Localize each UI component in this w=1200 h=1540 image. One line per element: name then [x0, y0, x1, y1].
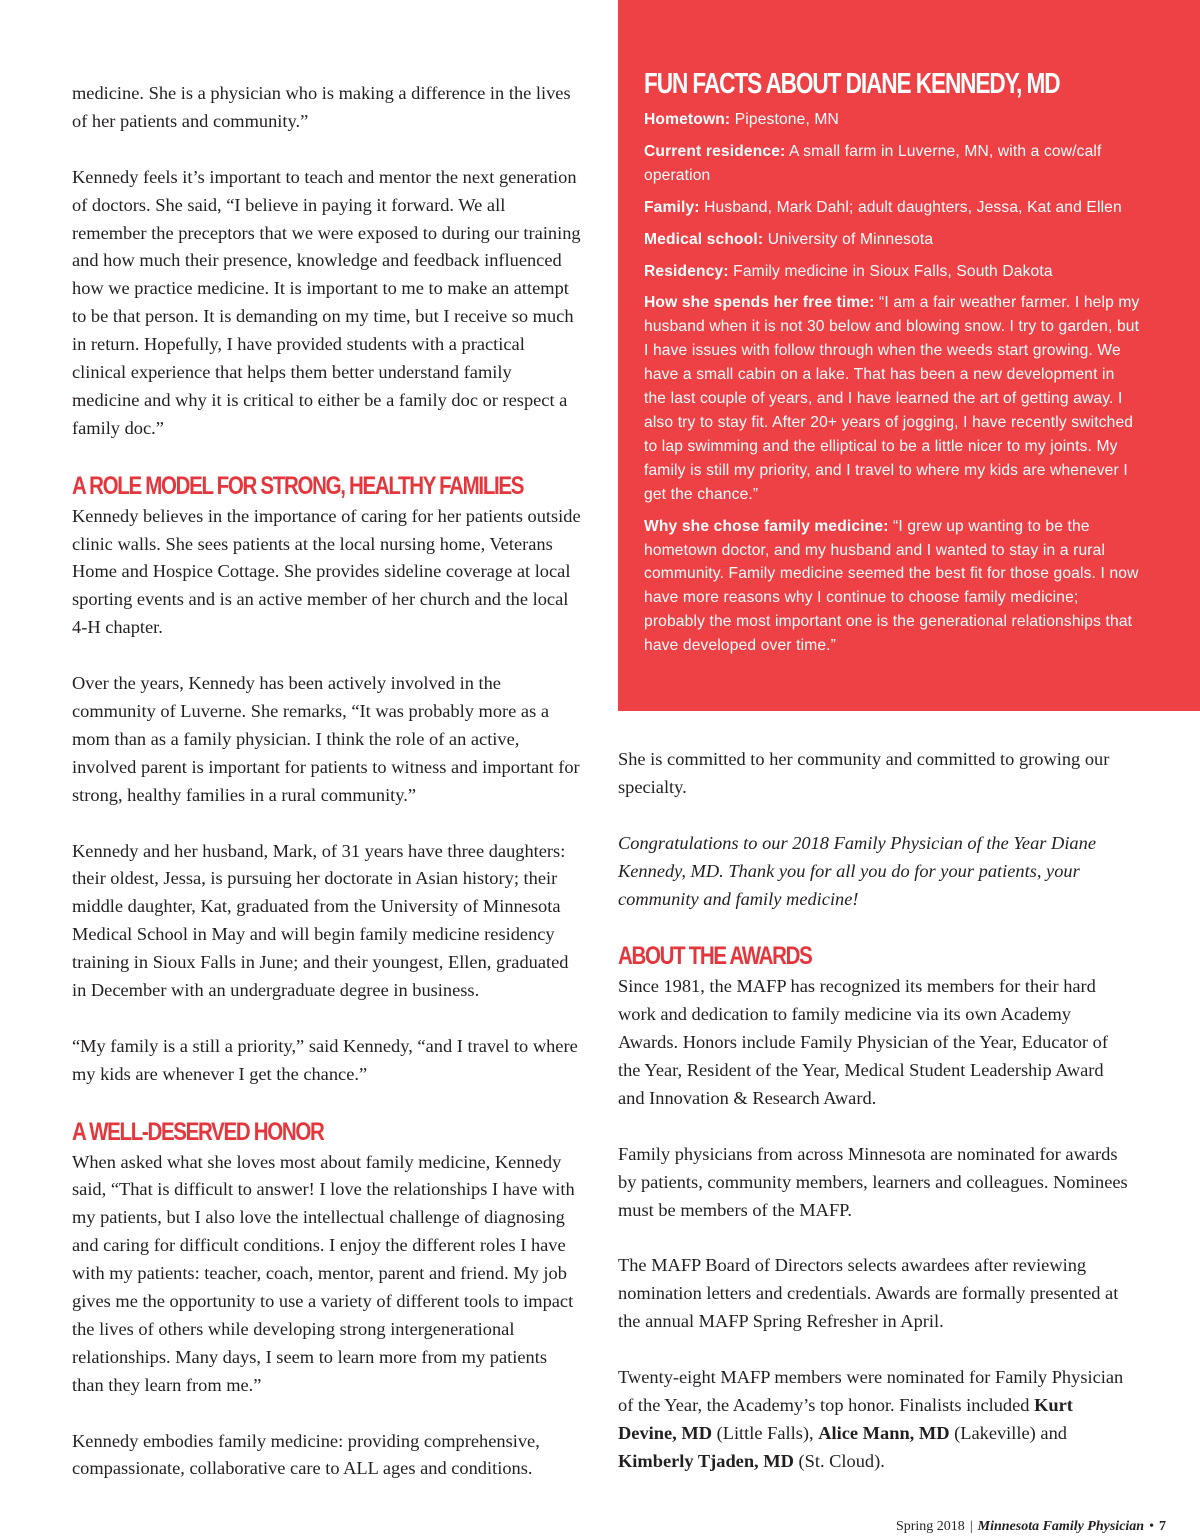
article-paragraph: Kennedy embodies family medicine: providing comprehensive, compassionate, collaborative care to ALL ages and conditions. [72, 1430, 540, 1479]
fun-fact-text: “I am a fair weather farmer. I help my husband when it is not 30 below and blowing snow. I try to garden, but I have issues with follow through when the weeds start growing. We have a small cabin on a lake. That has been a new development in the last couple of years, and I have learned the art of getting away. I also try to stay fit. After 20+ years of jogging, I have recently switched to lap swimming and the elliptical to be a little nicer to my joints. My family is still my priority, and I travel to where my kids are whenever I get the chance.” [644, 294, 1140, 503]
fun-fact-text: A small farm in Luverne, MN, with a cow/calf operation [644, 142, 1102, 184]
congratulations-paragraph: Congratulations to our 2018 Family Physician of the Year Diane Kennedy, MD. Thank you for all you do for your patients, your community and family medicine! [618, 832, 1096, 909]
publication-name: Minnesota Family Physician [977, 1519, 1145, 1534]
article-paragraph: Kennedy and her husband, Mark, of 31 years have three daughters: their oldest, Jessa, is pursuing her doctorate in Asian history; their middle daughter, Kat, graduated from the University of Minnesota Medical School in May and will begin family medicine residency training in Sioux Falls in June; and their youngest, Ellen, graduated in December with an undergraduate degree in business. [72, 840, 569, 1001]
fun-fact-label: Family: [644, 198, 700, 216]
article-paragraph: She is committed to her community and committed to growing our specialty. [618, 749, 1110, 797]
section-heading-awards: ABOUT THE AWARDS [618, 942, 812, 971]
left-column [72, 80, 582, 1483]
fun-facts-title: FUN FACTS ABOUT DIANE KENNEDY, MD [644, 68, 1060, 100]
article-paragraph: “My family is a still a priority,” said Kennedy, “and I travel to where my kids are whenever I get the chance.” [72, 1035, 578, 1084]
finalist-name: Kimberly Tjaden, MD [618, 1450, 794, 1471]
article-paragraph: When asked what she loves most about family medicine, Kennedy said, “That is difficult to answer! I love the relationships I have with my patients, but I also love the intellectual challenge of diagnosing and caring for difficult conditions. I enjoy the different roles I have with my patients: teacher, coach, mentor, parent and friend. My job gives me the opportunity to use a variety of different tools to impact the lives of others while developing strong intergenerational relationships. Many days, I seem to learn more from my patients than they learn from me.” [72, 1151, 575, 1395]
finalist-city: (Lakeville) and [949, 1422, 1067, 1443]
issue-label: Spring 2018 [895, 1519, 965, 1534]
article-paragraph: Kennedy believes in the importance of caring for her patients outside clinic walls. She sees patients at the local nursing home, Veterans Home and Hospice Cottage. She provides sideline coverage at local sporting events and is an active member of her church and the local 4-H chapter. [72, 505, 581, 638]
finalist-name: Kurt Devine, MD [618, 1394, 1073, 1443]
fun-fact-label: How she spends her free time: [644, 294, 875, 312]
fun-fact-label: Why she chose family medicine: [644, 517, 889, 535]
fun-fact-item [644, 140, 1140, 188]
fun-fact-item [644, 108, 1140, 132]
fun-fact-label: Medical school: [644, 230, 764, 248]
article-paragraph: medicine. She is a physician who is making a difference in the lives of her patients and community.” [72, 83, 571, 131]
footer-separator: | [969, 1519, 973, 1534]
fun-fact-label: Hometown: [644, 111, 731, 128]
finalist-name: Alice Mann, MD [818, 1422, 950, 1443]
fun-fact-text: University of Minnesota [763, 230, 934, 248]
page-number: 7 [1159, 1519, 1166, 1534]
section-heading-honor: A WELL-DESERVED HONOR [72, 1117, 324, 1146]
fun-fact-item [644, 228, 1140, 252]
fun-fact-label: Residency: [644, 262, 729, 280]
fun-fact-text: Pipestone, MN [730, 111, 839, 128]
article-paragraph: The MAFP Board of Directors selects awardees after reviewing nomination letters and credentials. Awards are formally presented at the annual MAFP Spring Refresher in April. [618, 1255, 1119, 1332]
fun-fact-item [644, 291, 1140, 506]
article-paragraph: Over the years, Kennedy has been actively involved in the community of Luverne. She remarks, “It was probably more as a mom than as a family physician. I think the role of an active, involved parent is important for patients to witness and important for strong, healthy families in a rural community.” [72, 673, 580, 805]
fun-fact-text: “I grew up wanting to be the hometown doctor, and my husband and I wanted to stay in a rural community. Family medicine seemed the best fit for those goals. I now have more reasons why I continue to choose family medicine; probably the most important one is the generational relationships that have developed over time.” [644, 517, 1139, 655]
article-paragraph: Since 1981, the MAFP has recognized its members for their hard work and dedication to family medicine via its own Academy Awards. Honors include Family Physician of the Year, Educator of the Year, Resident of the Year, Medical Student Leadership Award and Innovation & Research Award. [618, 976, 1108, 1108]
finalist-city: (St. Cloud). [793, 1450, 885, 1471]
fun-fact-text: Husband, Mark Dahl; adult daughters, Jessa, Kat and Ellen [699, 198, 1122, 216]
page-footer [896, 1518, 1166, 1536]
article-paragraph: Family physicians from across Minnesota are nominated for awards by patients, community members, learners and colleagues. Nominees must be members of the MAFP. [618, 1143, 1128, 1220]
fun-facts-sidebar [618, 0, 1200, 711]
fun-fact-item [644, 196, 1140, 220]
fun-fact-label: Current residence: [644, 142, 786, 160]
finalist-city: (Little Falls), [711, 1422, 819, 1443]
footer-bullet: • [1149, 1519, 1154, 1534]
fun-fact-item [644, 260, 1140, 284]
section-heading-role-model: A ROLE MODEL FOR STRONG, HEALTHY FAMILIES [72, 471, 524, 500]
fun-facts-list [644, 108, 1140, 658]
finalists-paragraph [618, 1364, 1128, 1476]
fun-fact-text: Family medicine in Sioux Falls, South Dakota [728, 262, 1053, 280]
right-column [618, 746, 1128, 1476]
finalists-intro: Twenty-eight MAFP members were nominated for Family Physician of the Year, the Academy’s top honor. Finalists included [618, 1366, 1124, 1415]
fun-fact-item [644, 515, 1140, 658]
article-paragraph: Kennedy feels it’s important to teach and mentor the next generation of doctors. She said, “I believe in paying it forward. We all remember the preceptors that we were exposed to during our training and how much their presence, knowledge and feedback influenced how we practice medicine. It is important to me to make an attempt to be that person. It is demanding on my time, but I receive so much in return. Hopefully, I have provided students with a practical clinical experience that helps them better understand family medicine and why it is critical to either be a family doc or respect a family doc.” [72, 166, 581, 438]
